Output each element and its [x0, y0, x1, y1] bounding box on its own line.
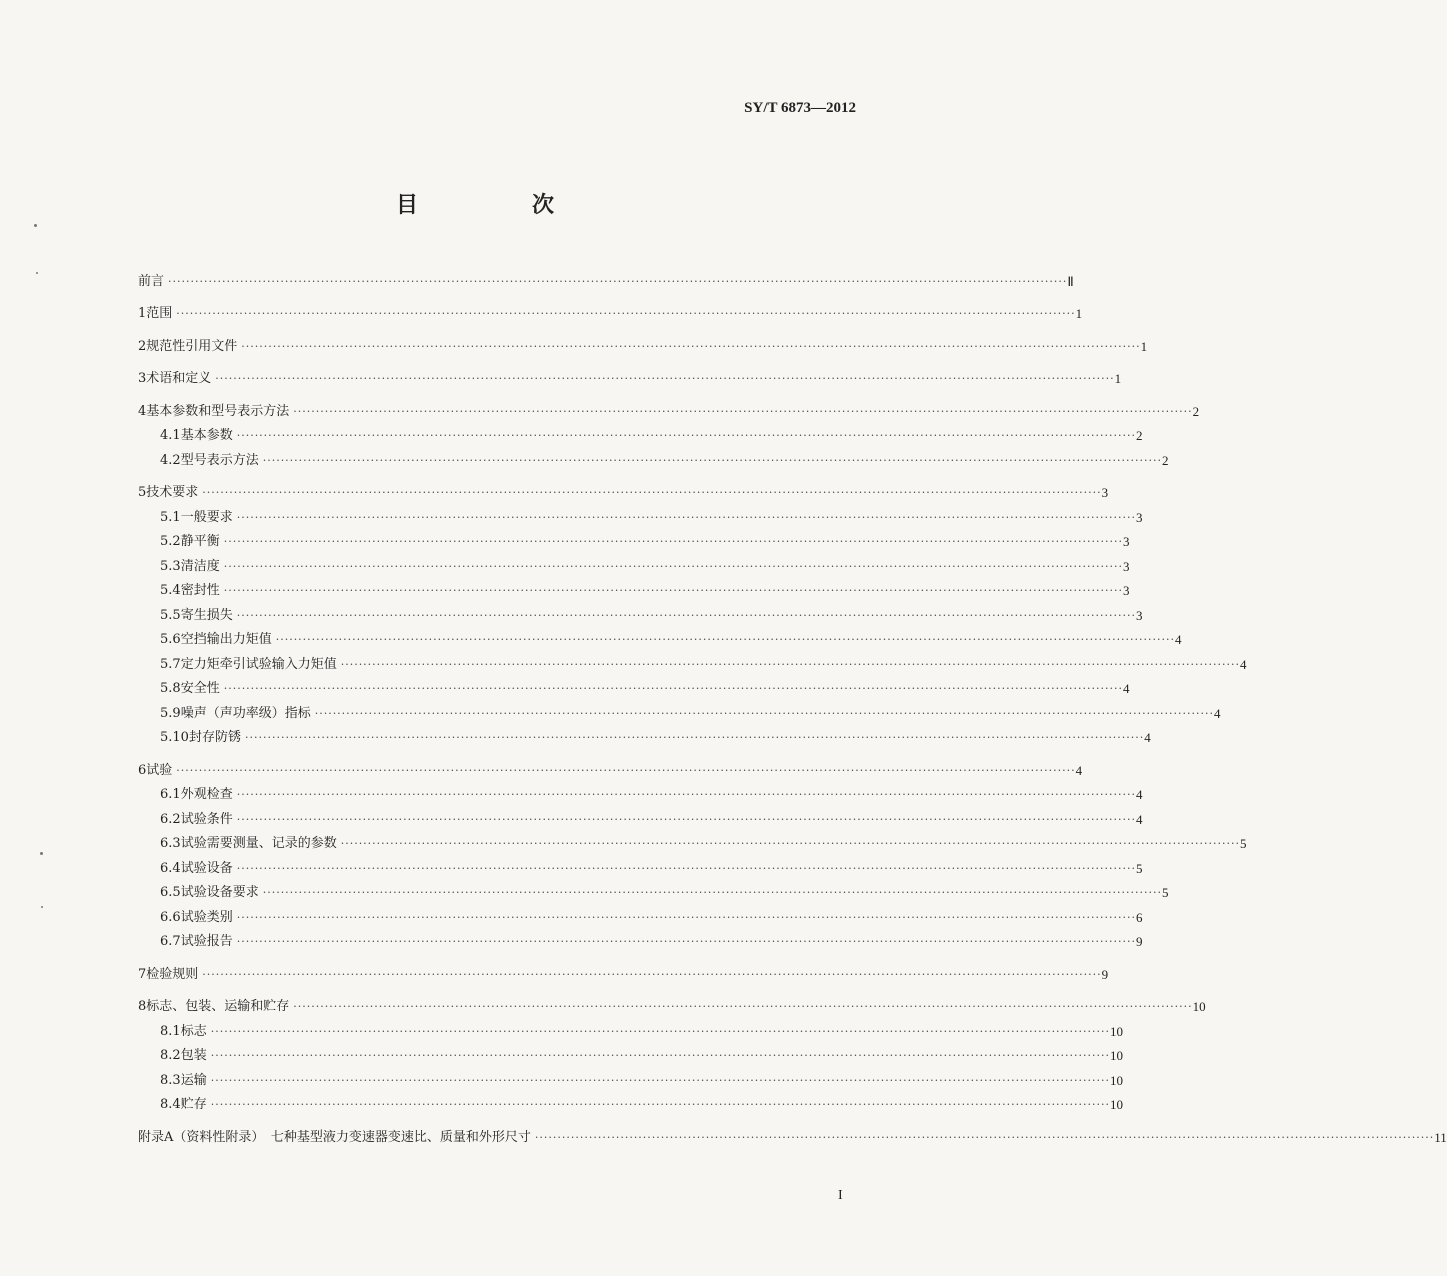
toc-entry-page: 11 — [1434, 1129, 1447, 1145]
dot-leader: ········································································································································································································ — [236, 935, 1137, 948]
toc-entry-number: 8.4 — [160, 1097, 181, 1112]
toc-entry[interactable] — [138, 576, 1130, 601]
dot-leader: ········································································································································································································ — [262, 453, 1163, 467]
toc-entry-page: 5 — [1136, 860, 1143, 876]
dot-leader: ········································································································································································································ — [244, 731, 1145, 744]
dot-leader: ········································································································································································································ — [236, 429, 1137, 442]
toc-entry-title: 安全性 — [180, 681, 220, 696]
toc-entry-title: 试验设备 — [180, 860, 233, 876]
toc-entry[interactable] — [138, 902, 1143, 927]
dot-leader: ········································································································································································································ — [293, 1000, 1193, 1013]
toc-entry-page: 6 — [1136, 909, 1143, 925]
toc-entry-number: 6.3 — [160, 836, 181, 851]
toc-entry-title: 范围 — [146, 306, 173, 321]
toc-entry-page: 3 — [1136, 607, 1143, 623]
toc-entry-number: 6.4 — [160, 860, 181, 876]
dot-leader: ········································································································································································································ — [210, 1049, 1111, 1062]
toc-entry-title: 封存防锈 — [188, 730, 241, 745]
dot-leader: ········································································································································································································ — [534, 1130, 1435, 1144]
dot-leader: ········································································································································································································ — [223, 584, 1124, 597]
toc-entry-number: 5 — [138, 485, 147, 500]
toc-entry-number: 6.7 — [160, 934, 181, 949]
toc-entry-page: 1 — [1075, 306, 1083, 321]
toc-entry-title: 密封性 — [180, 583, 220, 598]
toc-entry-title: 贮存 — [180, 1097, 207, 1112]
toc-entry-page: 3 — [1101, 485, 1109, 500]
toc-entry-page: 10 — [1110, 1048, 1124, 1063]
toc-entry-page: 5 — [1240, 836, 1247, 851]
toc-entry-page: 4 — [1214, 705, 1221, 721]
toc-entry-number: 8 — [138, 999, 147, 1014]
dot-leader: ········································································································································································································ — [210, 1098, 1111, 1111]
toc-entry-number: 5.1 — [160, 509, 181, 525]
toc-entry[interactable] — [138, 829, 1247, 854]
dot-leader: ········································································································································································································ — [223, 682, 1124, 695]
toc-entry-page: 9 — [1101, 966, 1109, 982]
toc-entry[interactable] — [138, 1041, 1124, 1066]
toc-entry-number: 5.7 — [160, 656, 181, 672]
toc-entry-number: 8.3 — [160, 1072, 181, 1088]
toc-entry[interactable] — [138, 625, 1182, 650]
toc-entry-page: 4 — [1075, 762, 1083, 778]
toc-entry[interactable] — [138, 266, 1074, 291]
toc-entry-title: 运输 — [180, 1072, 207, 1088]
toc-entry-number: 4.1 — [160, 428, 181, 443]
toc-entry[interactable] — [138, 723, 1151, 748]
standard-code: SY/T 6873—2012 — [744, 100, 856, 116]
toc-entry[interactable] — [138, 1090, 1124, 1115]
toc-entry-number: 7 — [138, 966, 147, 982]
toc-entry-number: 6.5 — [160, 885, 181, 900]
toc-entry-title: 噪声（声功率级）指标 — [180, 705, 311, 721]
dot-leader: ········································································································································································································ — [202, 486, 1102, 499]
toc-entry-page: 10 — [1110, 1097, 1124, 1112]
toc-entry[interactable] — [138, 396, 1200, 421]
dot-leader: ········································································································································································································ — [223, 559, 1124, 573]
toc-entry[interactable] — [138, 551, 1130, 576]
scan-speck — [34, 224, 37, 227]
toc-entry-title: 基本参数 — [180, 428, 233, 443]
dot-leader: ········································································································································································································ — [236, 608, 1137, 622]
toc-entry[interactable] — [138, 698, 1221, 723]
toc-entry-title: 试验设备要求 — [180, 885, 259, 900]
dot-leader: ········································································································································································································ — [236, 910, 1137, 924]
toc-entry-number: 1 — [138, 306, 147, 321]
toc-entry-title: 标志、包装、运输和贮存 — [146, 999, 290, 1014]
toc-entry-page: 4 — [1144, 730, 1151, 745]
toc-entry[interactable] — [138, 674, 1130, 699]
toc-entry[interactable] — [138, 1122, 1447, 1147]
toc-entry-number: 6.1 — [160, 787, 181, 802]
toc-entry[interactable] — [138, 992, 1206, 1017]
toc-entry[interactable] — [138, 780, 1143, 805]
toc-entry-page: 4 — [1136, 811, 1143, 827]
scan-speck — [36, 272, 38, 274]
dot-leader: ········································································································································································································ — [202, 967, 1102, 981]
toc-entry-page: 2 — [1162, 452, 1169, 468]
toc-entry-page: 10 — [1110, 1072, 1124, 1088]
toc-entry-title: 试验报告 — [180, 934, 233, 949]
toc-entry-page: 3 — [1123, 534, 1130, 549]
dot-leader: ········································································································································································································ — [215, 372, 1115, 385]
toc-entry[interactable] — [138, 959, 1109, 984]
toc-entry[interactable] — [138, 1016, 1124, 1041]
toc-entry[interactable] — [138, 299, 1083, 324]
toc-title: 目 次 — [395, 193, 600, 218]
toc-entry-number: 5.9 — [160, 705, 181, 721]
toc-entry-page: Ⅱ — [1067, 273, 1074, 289]
toc-entry[interactable] — [138, 600, 1143, 625]
toc-entry-title: 基本参数和型号表示方法 — [146, 403, 290, 419]
toc-entry-page: 9 — [1136, 934, 1143, 949]
toc-entry-number: 3 — [138, 371, 147, 386]
toc-entry-page: 3 — [1123, 583, 1130, 598]
dot-leader: ········································································································································································································ — [223, 535, 1124, 548]
toc-entry[interactable] — [138, 421, 1143, 446]
toc-entry-title: 一般要求 — [180, 509, 233, 525]
toc-entry-page: 4 — [1123, 681, 1130, 696]
page-number: I — [838, 1188, 843, 1203]
toc-entry[interactable] — [138, 649, 1247, 674]
toc-entry[interactable] — [138, 364, 1122, 389]
toc-entry-title: 空挡输出力矩值 — [180, 632, 272, 647]
toc-entry[interactable] — [138, 331, 1148, 356]
dot-leader: ········································································································································································································ — [340, 837, 1241, 850]
dot-leader: ········································································································································································································ — [314, 706, 1215, 720]
toc-entry-title: 静平衡 — [180, 534, 220, 549]
toc-entry-title: 试验条件 — [180, 811, 233, 827]
toc-entry[interactable] — [138, 853, 1143, 878]
dot-leader: ········································································································································································································ — [293, 404, 1193, 418]
toc-list — [138, 266, 1447, 1147]
toc-entry-title: 试验类别 — [180, 909, 233, 925]
toc-entry-title: 试验 — [146, 762, 173, 778]
toc-entry-page: 5 — [1162, 885, 1169, 900]
dot-leader: ········································································································································································································ — [176, 763, 1076, 777]
dot-leader: ········································································································································································································ — [340, 657, 1241, 671]
dot-leader: ········································································································································································································ — [210, 1073, 1111, 1087]
toc-entry[interactable] — [138, 878, 1169, 903]
toc-entry[interactable] — [138, 927, 1143, 952]
toc-entry[interactable] — [138, 502, 1143, 527]
toc-entry-number: 5.4 — [160, 583, 181, 598]
toc-entry[interactable] — [138, 445, 1169, 470]
toc-entry-number: 8.1 — [160, 1023, 181, 1039]
toc-entry[interactable] — [138, 527, 1130, 552]
dot-leader: ········································································································································································································ — [210, 1024, 1111, 1038]
toc-entry-page: 4 — [1175, 632, 1182, 647]
toc-entry-number: 8.2 — [160, 1048, 181, 1063]
toc-entry-title: 试验需要测量、记录的参数 — [180, 836, 337, 851]
toc-entry-title: 寄生损失 — [180, 607, 233, 623]
dot-leader: ········································································································································································································ — [262, 886, 1163, 899]
toc-entry-number: 5.8 — [160, 681, 181, 696]
dot-leader: ········································································································································································································ — [241, 339, 1141, 353]
toc-entry-number: 6 — [138, 762, 147, 778]
dot-leader: ········································································································································································································ — [236, 510, 1137, 524]
dot-leader: ········································································································································································································ — [236, 788, 1137, 801]
toc-entry-number: 5.2 — [160, 534, 181, 549]
toc-entry-number: 6.2 — [160, 811, 181, 827]
toc-entry-number: 4.2 — [160, 452, 181, 468]
toc-entry-page: 10 — [1192, 999, 1206, 1014]
toc-entry-number: 5.3 — [160, 558, 181, 574]
toc-entry[interactable] — [138, 755, 1083, 780]
toc-entry[interactable] — [138, 804, 1143, 829]
toc-entry-page: 10 — [1110, 1023, 1124, 1039]
toc-entry-title: 包装 — [180, 1048, 207, 1063]
toc-entry-number: 2 — [138, 338, 147, 354]
scan-speck — [40, 852, 43, 855]
toc-entry-title: 附录A（资料性附录） 七种基型液力变速器变速比、质量和外形尺寸 — [138, 1129, 531, 1145]
toc-entry-title: 技术要求 — [146, 485, 199, 500]
toc-entry-number: 6.6 — [160, 909, 181, 925]
toc-entry-title: 标志 — [180, 1023, 207, 1039]
toc-entry-page: 4 — [1136, 787, 1143, 802]
toc-entry[interactable] — [138, 1065, 1124, 1090]
toc-entry-page: 1 — [1140, 338, 1148, 354]
toc-entry-title: 规范性引用文件 — [146, 338, 238, 354]
toc-entry-title: 检验规则 — [146, 966, 199, 982]
toc-entry-page: 2 — [1136, 428, 1143, 443]
toc-entry-title: 前言 — [138, 273, 165, 289]
toc-entry-title: 外观检查 — [180, 787, 233, 802]
toc-entry-page: 1 — [1114, 371, 1122, 386]
toc-entry-page: 2 — [1192, 403, 1200, 419]
dot-leader: ········································································································································································································ — [275, 633, 1176, 646]
toc-entry-number: 5.5 — [160, 607, 181, 623]
toc-entry-page: 3 — [1123, 558, 1130, 574]
toc-entry[interactable] — [138, 478, 1109, 503]
dot-leader: ········································································································································································································ — [176, 307, 1076, 320]
toc-entry-number: 4 — [138, 403, 147, 419]
toc-entry-number: 5.10 — [160, 730, 189, 745]
scan-speck — [41, 906, 43, 908]
dot-leader: ········································································································································································································ — [168, 274, 1068, 288]
toc-entry-title: 型号表示方法 — [180, 452, 259, 468]
dot-leader: ········································································································································································································ — [236, 812, 1137, 826]
dot-leader: ········································································································································································································ — [236, 861, 1137, 875]
toc-entry-page: 3 — [1136, 509, 1143, 525]
toc-entry-title: 术语和定义 — [146, 371, 212, 386]
toc-entry-page: 4 — [1240, 656, 1247, 672]
toc-entry-number: 5.6 — [160, 632, 181, 647]
toc-entry-title: 定力矩牵引试验输入力矩值 — [180, 656, 337, 672]
toc-entry-title: 清洁度 — [180, 558, 220, 574]
